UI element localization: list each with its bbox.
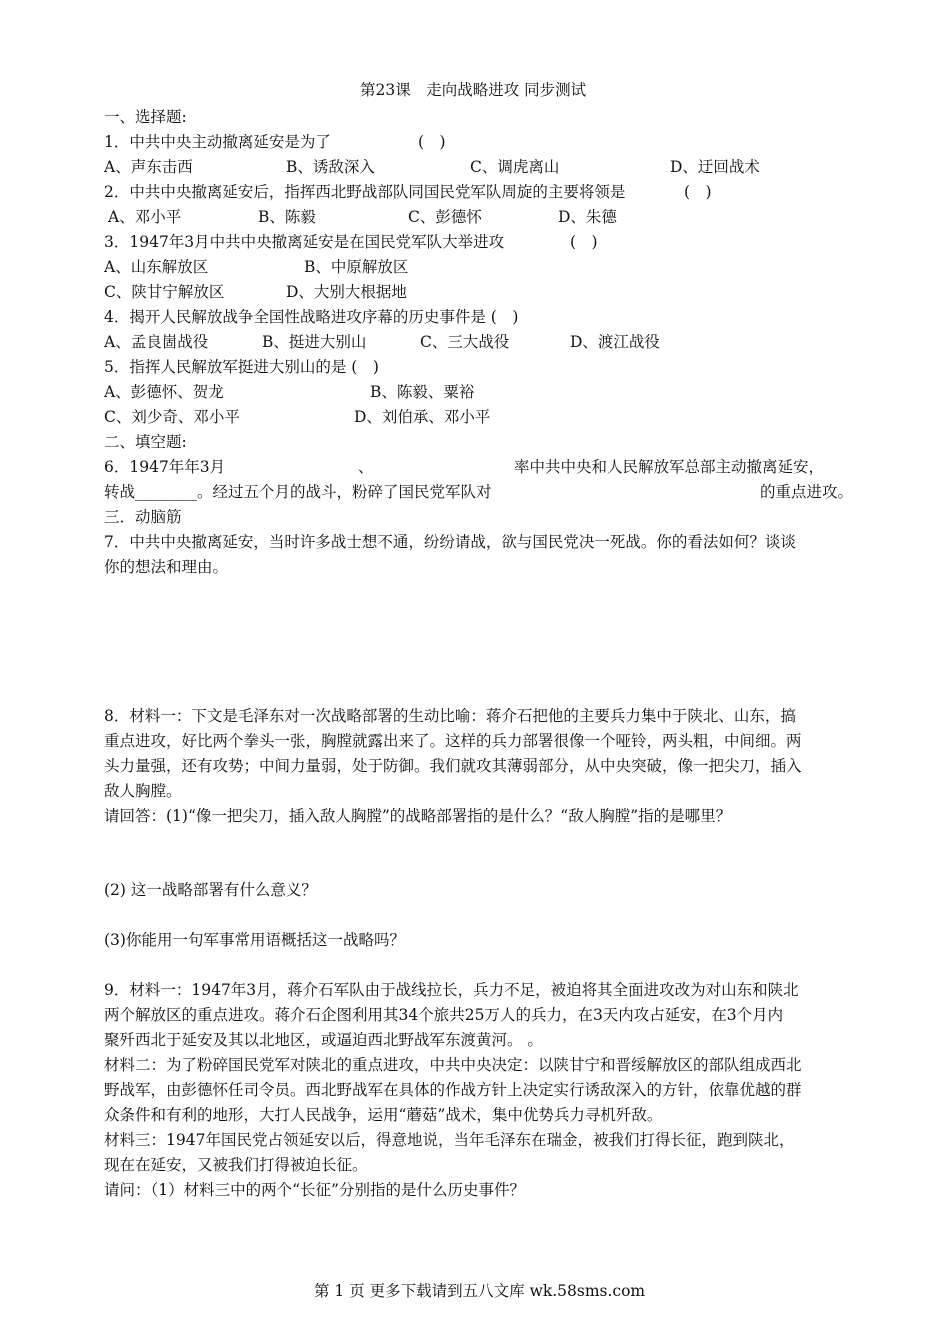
option: A、邓小平 <box>108 208 182 226</box>
question-5-options-row1 <box>104 382 824 402</box>
question-1-stem: 1．中共中央主动撤离延安是为了 <box>104 133 331 151</box>
question-8-material-line: 重点进攻，好比两个拳头一张，胸膛就露出来了。这样的兵力部署很像一个哑铃，两头粗，中间细。两 <box>104 732 802 750</box>
question-8-sub-3: (3)你能用一句军事常用语概括这一战略吗？ <box>104 931 405 949</box>
question-6-text: 转战________。经过五个月的战斗，粉碎了国民党军队对 <box>104 483 492 501</box>
question-3-paren: ( ) <box>570 233 598 251</box>
section-think-heading: 三．动脑筋 <box>104 508 182 526</box>
question-7-line: 7．中共中央撤离延安，当时许多战士想不通，纷纷请战，欲与国民党决一死战。你的看法如何？谈谈 <box>104 533 796 551</box>
question-2-paren: ( ) <box>684 183 712 201</box>
option: B、诱敌深入 <box>286 158 375 176</box>
question-8-material-line: 敌人胸膛。 <box>104 782 182 800</box>
question-8-sub-2: (2) 这一战略部署有什么意义？ <box>104 881 317 899</box>
question-6-text: 率中共中央和人民解放军总部主动撤离延安， <box>514 458 825 476</box>
question-6-text: 6．1947年年3月 <box>104 458 226 476</box>
question-5-stem: 5．指挥人民解放军挺进大别山的是 ( ) <box>104 358 379 376</box>
question-3-options-row1 <box>104 257 824 277</box>
question-6-line1 <box>104 457 864 477</box>
question-9-line: 聚歼西北于延安及其以北地区，或逼迫西北野战军东渡黄河。 。 <box>104 1031 543 1049</box>
option: D、朱德 <box>558 208 617 226</box>
question-5-options-row2 <box>104 407 824 427</box>
question-9-line: 现在在延安，又被我们打得被迫长征。 <box>104 1156 368 1174</box>
question-2-options <box>108 207 828 227</box>
question-4-options <box>104 332 824 352</box>
question-3 <box>104 232 824 252</box>
question-9-line: 材料二：为了粉碎国民党军对陕北的重点进攻，中共中央决定：以陕甘宁和晋绥解放区的部队组成西北 <box>104 1056 802 1074</box>
option: C、陕甘宁解放区 <box>104 283 225 301</box>
option: A、彭德怀、贺龙 <box>104 383 224 401</box>
question-9-line: 请问：（1）材料三中的两个“长征”分别指的是什么历史事件？ <box>104 1181 525 1199</box>
question-8-material-line: 头力量强，还有攻势；中间力量弱，处于防御。我们就攻其薄弱部分，从中央突破，像一把尖刀，插入 <box>104 757 802 775</box>
question-6-text: 、 <box>358 458 374 476</box>
question-1-paren: ( ) <box>418 133 446 151</box>
question-2 <box>104 182 824 202</box>
question-9-line: 9．材料一：1947年3月，蒋介石军队由于战线拉长，兵力不足，被迫将其全面进攻改为对山东和陕北 <box>104 981 799 999</box>
option: D、迂回战术 <box>670 158 760 176</box>
option: C、三大战役 <box>420 333 510 351</box>
question-7-line: 你的想法和理由。 <box>104 558 229 576</box>
option: A、孟良崮战役 <box>104 333 209 351</box>
option: D、刘伯承、邓小平 <box>354 408 491 426</box>
option: B、陈毅 <box>258 208 316 226</box>
option: D、渡江战役 <box>570 333 660 351</box>
question-8-sub-1: 请回答：(1)“像一把尖刀，插入敌人胸膛”的战略部署指的是什么？“敌人胸膛”指的是哪里？ <box>104 807 732 825</box>
option: A、声东击西 <box>104 158 193 176</box>
option: A、山东解放区 <box>104 258 209 276</box>
question-6-line2 <box>104 482 864 502</box>
question-9-line: 两个解放区的重点进攻。蒋介石企图利用其34个旅共25万人的兵力，在3天内攻占延安，在3个月内 <box>104 1006 784 1024</box>
section-fill-heading: 二、填空题: <box>104 433 187 451</box>
question-6-text: 的重点进攻。 <box>760 483 854 501</box>
page-title: 第23课 走向战略进攻 同步测试 <box>360 81 587 99</box>
question-1-options <box>104 157 824 177</box>
option: B、陈毅、粟裕 <box>370 383 475 401</box>
option: B、中原解放区 <box>304 258 409 276</box>
option: B、挺进大别山 <box>262 333 367 351</box>
page-footer: 第 1 页 更多下载请到五八文库 wk.58sms.com <box>314 1282 646 1300</box>
section-choice-heading: 一、选择题: <box>104 108 187 126</box>
option: D、大别大根据地 <box>286 283 407 301</box>
question-3-options-row2 <box>104 282 824 302</box>
question-9-line: 材料三：1947年国民党占领延安以后，得意地说，当年毛泽东在瑞金，被我们打得长征，跑到陕北， <box>104 1131 795 1149</box>
question-3-stem: 3．1947年3月中共中央撤离延安是在国民党军队大举进攻 <box>104 233 505 251</box>
question-2-stem: 2．中共中央撤离延安后，指挥西北野战部队同国民党军队周旋的主要将领是 <box>104 183 626 201</box>
question-9-line: 众条件和有利的地形，大打人民战争，运用“蘑菇”战术，集中优势兵力寻机歼敌。 <box>104 1106 663 1124</box>
option: C、刘少奇、邓小平 <box>104 408 240 426</box>
option: C、彭德怀 <box>408 208 482 226</box>
option: C、调虎离山 <box>470 158 560 176</box>
question-9-line: 野战军，由彭德怀任司令员。西北野战军在具体的作战方针上决定实行诱敌深入的方针，依靠优越的群 <box>104 1081 802 1099</box>
question-8-material-line: 8．材料一：下文是毛泽东对一次战略部署的生动比喻：蒋介石把他的主要兵力集中于陕北、山东，搞 <box>104 707 796 725</box>
question-4-stem: 4．揭开人民解放战争全国性战略进攻序幕的历史事件是 ( ) <box>104 308 519 326</box>
question-1 <box>104 132 804 152</box>
